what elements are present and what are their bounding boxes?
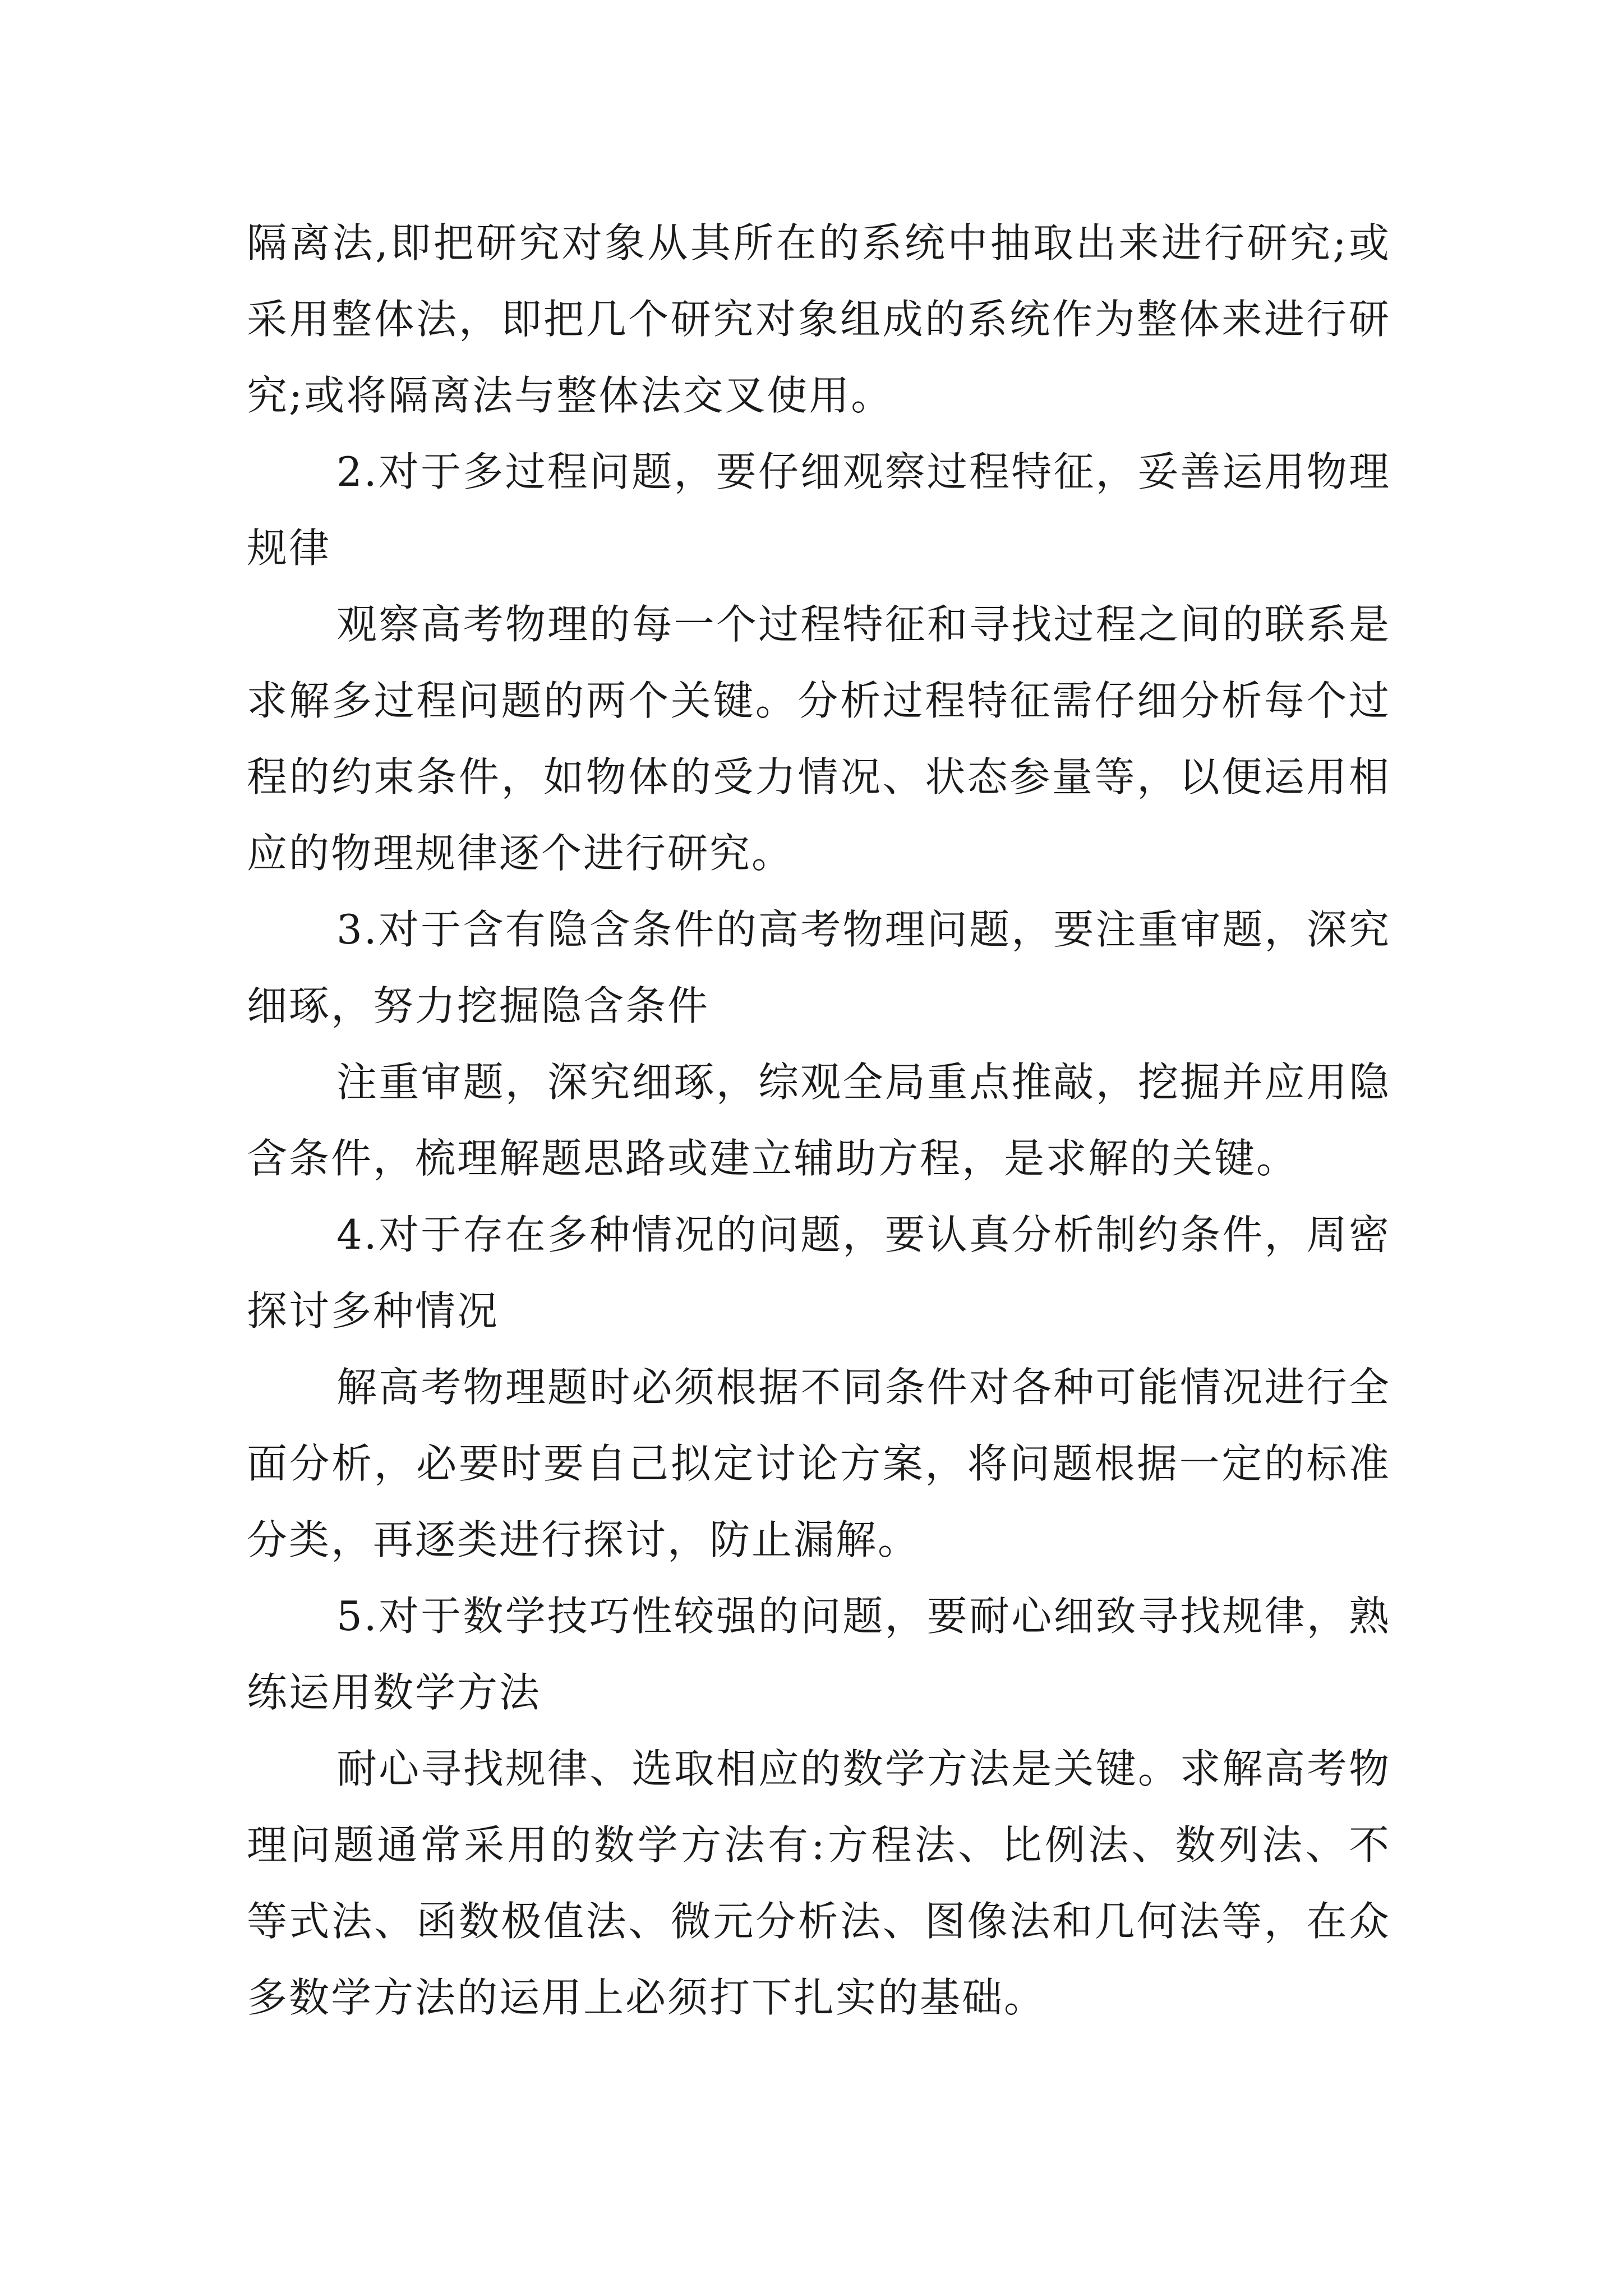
heading-math-techniques: 5.对于数学技巧性较强的问题，要耐心细致寻找规律，熟练运用数学方法 <box>247 1593 1391 1716</box>
heading-hidden-conditions: 3.对于含有隐含条件的高考物理问题，要注重审题，深究细琢，努力挖掘隐含条件 <box>247 906 1391 1029</box>
paragraph-isolation-method: 隔离法,即把研究对象从其所在的系统中抽取出来进行研究;或采用整体法，即把几个研究对象组成的系统作为整体来进行研究;或将隔离法与整体法交叉使用。 <box>247 219 1391 419</box>
heading-multiple-cases: 4.对于存在多种情况的问题，要认真分析制约条件，周密探讨多种情况 <box>247 1211 1391 1335</box>
paragraph-math-techniques: 耐心寻找规律、选取相应的数学方法是关键。求解高考物理问题通常采用的数学方法有:方程法、比例法、数列法、不等式法、函数极值法、微元分析法、图像法和几何法等，在众多数学方法的运用上必须打下扎实的基础。 <box>247 1745 1391 2021</box>
paragraph-multiple-cases: 解高考物理题时必须根据不同条件对各种可能情况进行全面分析，必要时要自己拟定讨论方案，将问题根据一定的标准分类，再逐类进行探讨，防止漏解。 <box>247 1364 1391 1563</box>
heading-multi-process: 2.对于多过程问题，要仔细观察过程特征，妥善运用物理规律 <box>247 448 1391 572</box>
paragraph-multi-process: 观察高考物理的每一个过程特征和寻找过程之间的联系是求解多过程问题的两个关键。分析过程特征需仔细分析每个过程的约束条件，如物体的受力情况、状态参量等，以便运用相应的物理规律逐个进行研究。 <box>247 601 1391 877</box>
paragraph-hidden-conditions: 注重审题，深究细琢，综观全局重点推敲，挖掘并应用隐含条件，梳理解题思路或建立辅助方程，是求解的关键。 <box>247 1059 1391 1182</box>
document-body <box>247 205 1391 2036</box>
